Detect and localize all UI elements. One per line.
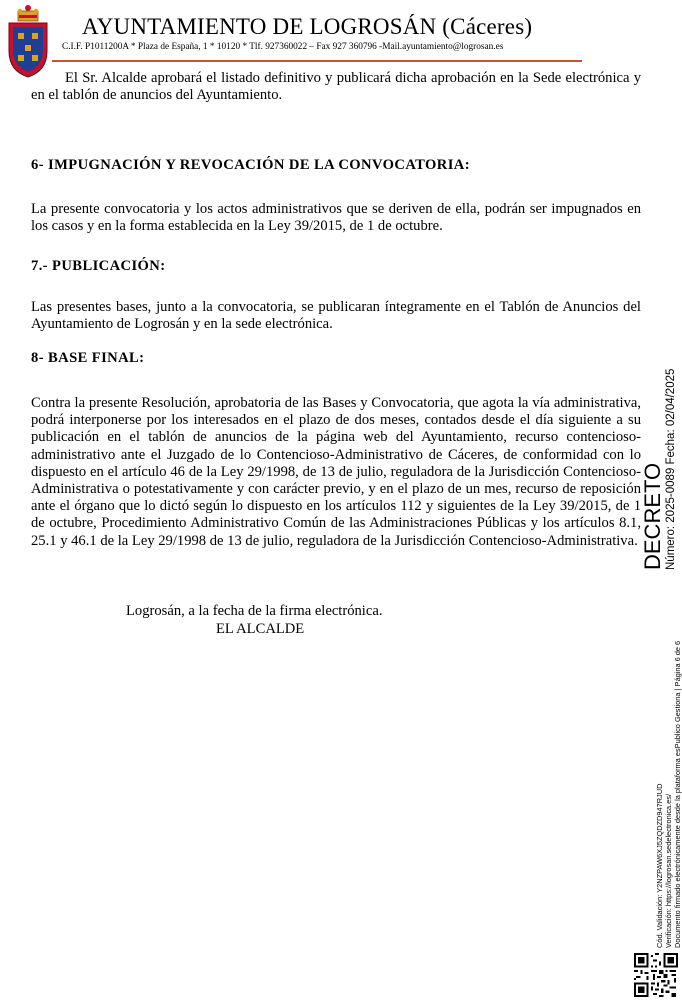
signed-note: Documento firmado electrónicamente desde la plataforma esPublico Gestiona | Página 6 de 6 bbox=[673, 640, 682, 948]
verification-url: Verificación: https://logrosan.sedelectronica.es/ bbox=[664, 793, 673, 948]
verification-code: Cód. Validación: Y2NZPAW6XJ5ZQDZD947RJUD bbox=[655, 783, 664, 948]
signature-place-date: Logrosán, a la fecha de la firma electrónica. bbox=[126, 603, 383, 619]
qr-code-icon bbox=[634, 953, 678, 997]
signature-role: EL ALCALDE bbox=[216, 621, 305, 637]
header-contact: C.I.F. P1011200A * Plaza de España, 1 * 10120 * Tlf. 927360022 – Fax 927 360796 -Mail.ayuntamiento@logrosan.es bbox=[62, 42, 504, 52]
section-text-6: La presente convocatoria y los actos administrativos que se deriven de ella, podrán ser impugnados en los casos y en la forma establecida en la Ley 39/2015, de 1 de octubre. bbox=[31, 201, 641, 235]
section-heading-7: 7.- PUBLICACIÓN: bbox=[31, 258, 166, 274]
section-text-8: Contra la presente Resolución, aprobatoria de las Bases y Convocatoria, que agota la vía administrativa, podrá interponerse por los interesados en el plazo de dos meses, contados desde el día siguiente a su publicación en el tablón de anuncios de la página web del Ayuntamiento, recurso contencioso-administrativo ante el Juzgado de lo Contencioso-Administrativo de Cáceres, de conformidad con lo dispuesto en el artículo 46 de la Ley 29/1998, de 13 de julio, reguladora de la Jurisdicción Contencioso-Administrativa o potestativamente y con carácter previo, y en el plazo de un mes, recurso de reposición ante el órgano que lo dictó según lo dispuesto en los artículos 112 y siguientes de la Ley 39/2015, de 1 de octubre, Procedimiento Administrativo Común de las Administraciones Públicas y los artículos 8.1, 25.1 y 46.1 de la Ley 29/1998 de 13 de julio, reguladora de la Jurisdicción Contencioso-Administrativa. bbox=[31, 395, 641, 549]
section-heading-6: 6- IMPUGNACIÓN Y REVOCACIÓN DE LA CONVOCATORIA: bbox=[31, 157, 471, 173]
decree-number-date: Número: 2025-0089 Fecha: 02/04/2025 bbox=[665, 368, 677, 570]
coat-of-arms-icon bbox=[4, 3, 52, 79]
section-text-7: Las presentes bases, junto a la convocatoria, se publicaran íntegramente en el Tablón de Anuncios del Ayuntamiento de Logrosán y en la sede electrónica. bbox=[31, 299, 641, 333]
intro-paragraph: El Sr. Alcalde aprobará el listado definitivo y publicará dicha aprobación en la Sede electrónica y en el tablón de anuncios del Ayuntamiento. bbox=[31, 70, 641, 104]
page-title: AYUNTAMIENTO DE LOGROSÁN (Cáceres) bbox=[82, 14, 533, 39]
header-divider bbox=[52, 60, 582, 62]
section-heading-8: 8- BASE FINAL: bbox=[31, 350, 145, 366]
decree-label: DECRETO bbox=[640, 462, 665, 570]
